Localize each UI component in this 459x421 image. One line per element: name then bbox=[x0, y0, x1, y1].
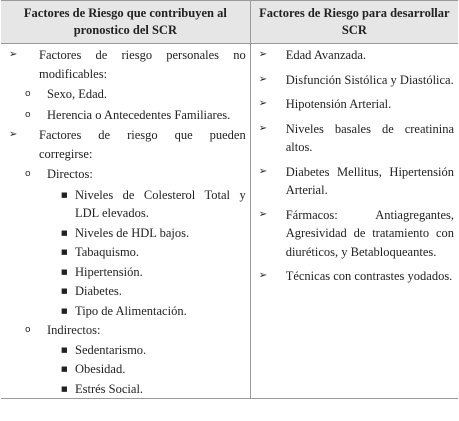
table-header-row bbox=[1, 1, 458, 44]
list-item-text: Diabetes Mellitus, Hipertensión Arterial. bbox=[285, 164, 454, 197]
list-item bbox=[255, 163, 454, 200]
arrow-bullet-icon: ➢ bbox=[258, 165, 268, 177]
list-item bbox=[5, 243, 246, 262]
arrow-bullet-icon: ➢ bbox=[258, 73, 268, 85]
circle-bullet-icon: o bbox=[25, 169, 31, 179]
square-bullet-icon: ■ bbox=[61, 345, 68, 354]
arrow-bullet-icon: ➢ bbox=[258, 208, 268, 220]
list-item bbox=[5, 321, 246, 340]
list-item bbox=[255, 267, 454, 286]
list-item-text: Obesidad. bbox=[75, 362, 126, 376]
list-item bbox=[5, 85, 246, 104]
list-item-text: Disfunción Sistólica y Diastólica. bbox=[285, 72, 454, 87]
list-item-text: Hipertensión. bbox=[75, 264, 143, 279]
list-item-text: Estrés Social. bbox=[75, 381, 144, 396]
square-bullet-icon: ■ bbox=[61, 287, 68, 295]
list-item-text: Fármacos: Antiagregantes, Agresividad de tratamiento con diuréticos, y Betabloqueantes. bbox=[285, 207, 454, 259]
right-column-cell bbox=[250, 44, 458, 399]
square-bullet-icon: ■ bbox=[61, 365, 68, 373]
arrow-bullet-icon: ➢ bbox=[9, 129, 18, 140]
list-item-text: Herencia o Antecedentes Familiares. bbox=[47, 107, 231, 122]
circle-bullet-icon: o bbox=[25, 109, 31, 120]
arrow-bullet-icon: ➢ bbox=[258, 270, 268, 281]
list-item-text: Niveles basales de creatinina altos. bbox=[285, 121, 454, 154]
left-column-header: Factores de Riesgo que contribuyen al pronostico del SCR bbox=[1, 1, 250, 44]
list-item-text: Factores de riesgo personales no modificables: bbox=[39, 48, 246, 81]
left-column-cell bbox=[1, 44, 250, 399]
list-item-text: Tipo de Alimentación. bbox=[75, 303, 187, 318]
list-item bbox=[5, 224, 246, 243]
table-body-row bbox=[1, 44, 458, 399]
list-item-text: Factores de riesgo que pueden corregirse: bbox=[39, 128, 246, 161]
arrow-bullet-icon: ➢ bbox=[258, 49, 268, 60]
list-item bbox=[255, 120, 454, 157]
square-bullet-icon: ■ bbox=[61, 190, 68, 199]
square-bullet-icon: ■ bbox=[61, 267, 68, 276]
list-item bbox=[5, 126, 246, 163]
square-bullet-icon: ■ bbox=[61, 384, 68, 393]
circle-bullet-icon: o bbox=[25, 89, 31, 99]
list-item bbox=[5, 360, 246, 379]
arrow-bullet-icon: ➢ bbox=[258, 98, 268, 109]
list-item-text: Sexo, Edad. bbox=[47, 87, 108, 101]
list-item bbox=[5, 186, 246, 223]
list-item bbox=[5, 380, 246, 399]
square-bullet-icon: ■ bbox=[61, 248, 68, 256]
list-item-text: Técnicas con contrastes yodados. bbox=[285, 269, 453, 283]
list-item bbox=[255, 46, 454, 65]
list-item-text: Sedentarismo. bbox=[75, 342, 147, 357]
square-bullet-icon: ■ bbox=[61, 228, 68, 237]
risk-factors-table bbox=[1, 0, 458, 399]
list-item-text: Directos: bbox=[47, 167, 93, 181]
list-item bbox=[5, 341, 246, 360]
square-bullet-icon: ■ bbox=[61, 306, 68, 315]
list-item bbox=[5, 282, 246, 301]
arrow-bullet-icon: ➢ bbox=[258, 122, 268, 134]
list-item bbox=[5, 302, 246, 321]
right-column-header: Factores de Riesgo para desarrollar SCR bbox=[250, 1, 458, 44]
list-item-text: Edad Avanzada. bbox=[285, 48, 366, 62]
list-item bbox=[255, 71, 454, 90]
list-item bbox=[5, 165, 246, 184]
list-item bbox=[5, 263, 246, 282]
list-item-text: Hipotensión Arterial. bbox=[285, 97, 392, 111]
circle-bullet-icon: o bbox=[25, 325, 31, 335]
list-item-text: Tabaquismo. bbox=[75, 245, 140, 259]
list-item-text: Niveles de Colesterol Total y LDL elevados. bbox=[75, 187, 246, 220]
list-item-text: Diabetes. bbox=[75, 284, 122, 298]
list-item-text: Niveles de HDL bajos. bbox=[75, 225, 190, 240]
list-item bbox=[5, 106, 246, 125]
list-item-text: Indirectos: bbox=[47, 323, 101, 337]
arrow-bullet-icon: ➢ bbox=[9, 49, 18, 60]
list-item bbox=[255, 95, 454, 114]
list-item bbox=[255, 206, 454, 262]
list-item bbox=[5, 46, 246, 83]
